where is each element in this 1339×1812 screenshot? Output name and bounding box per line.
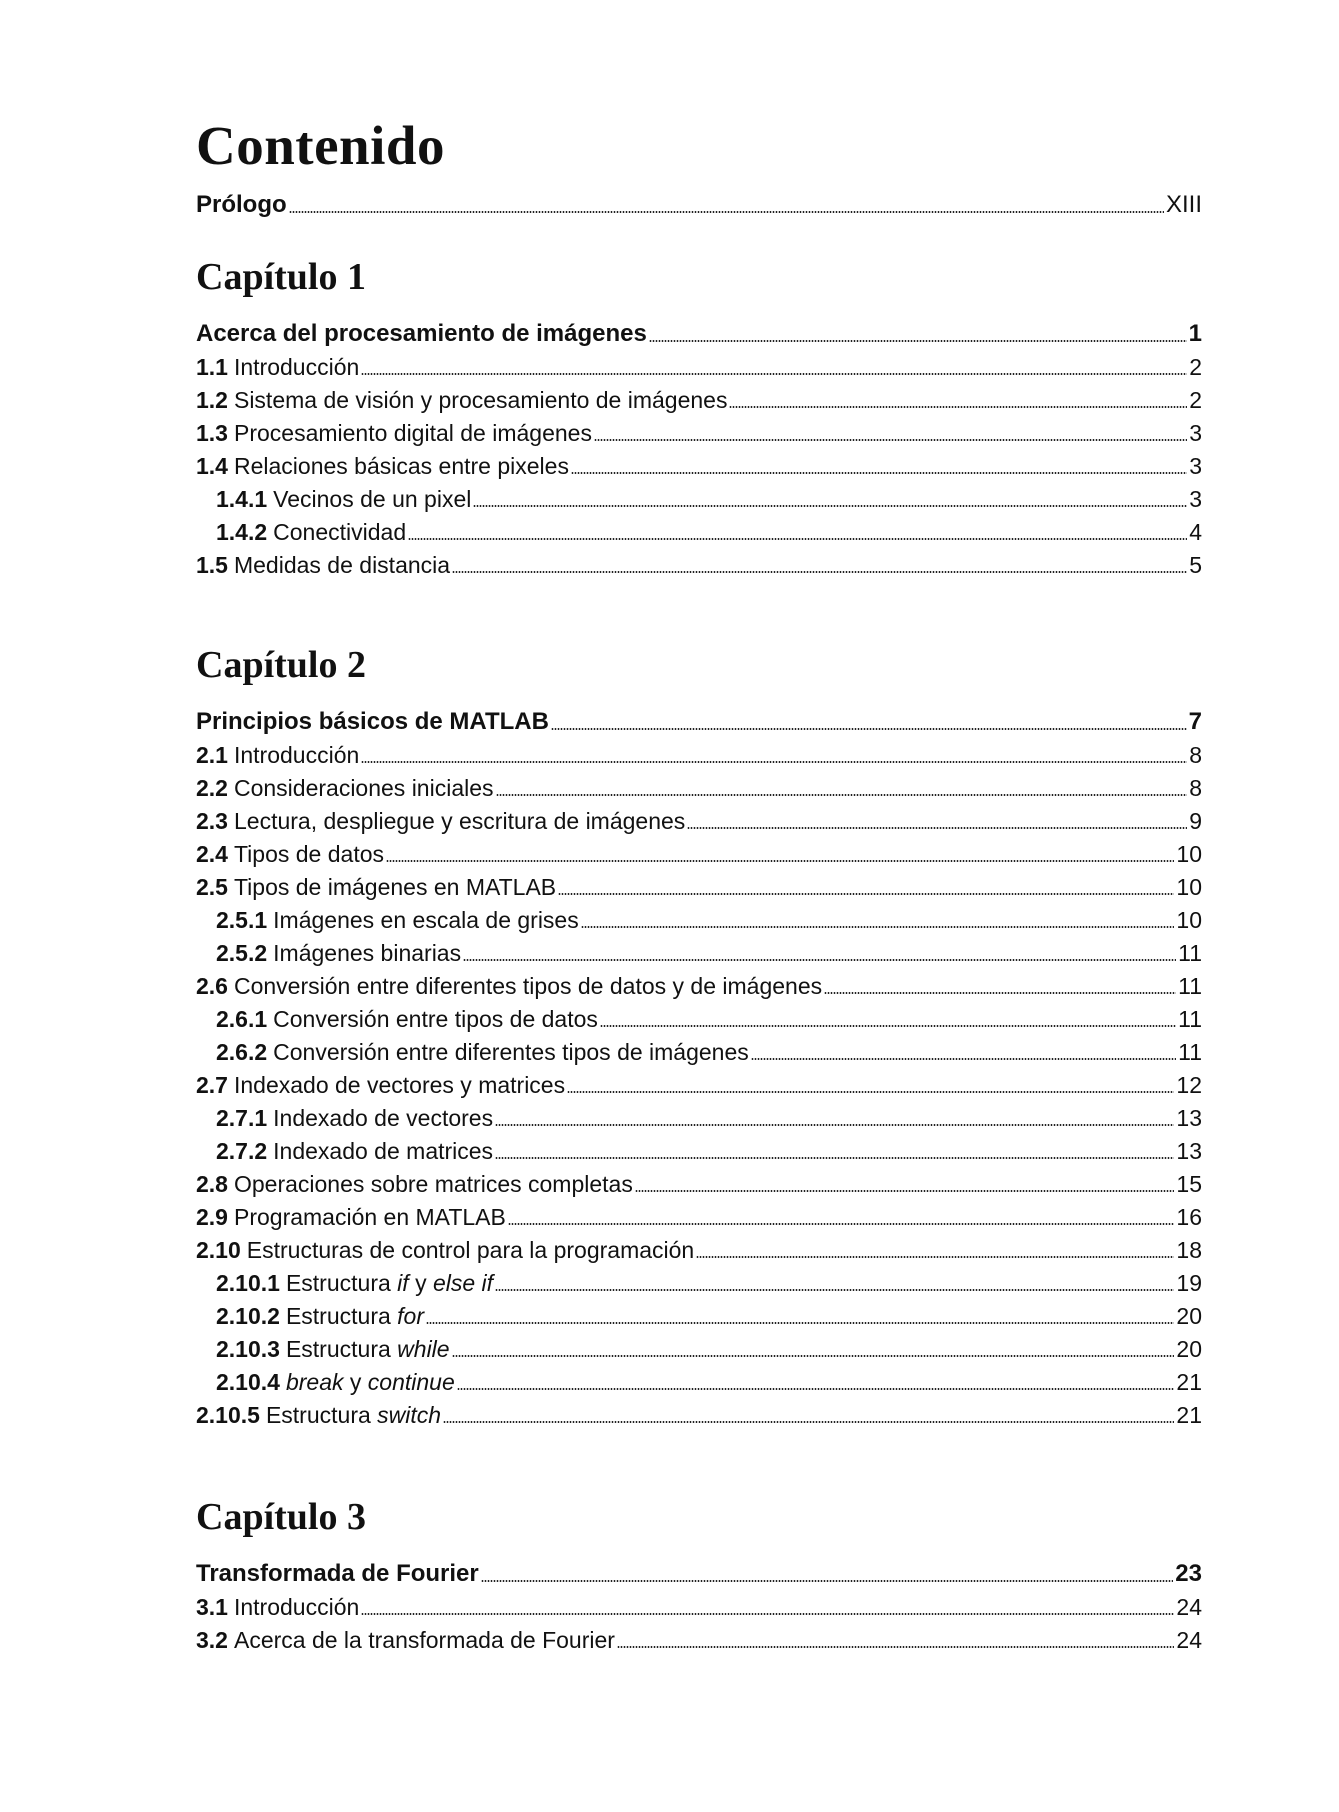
toc-entry-page: 3 bbox=[1189, 486, 1202, 512]
toc-entry-number: 2.1 bbox=[196, 742, 228, 768]
dot-leader bbox=[508, 1223, 1175, 1225]
dot-leader bbox=[649, 340, 1187, 342]
toc-entry[interactable] bbox=[196, 870, 1202, 904]
toc-entry-text bbox=[234, 837, 384, 871]
toc-entry[interactable] bbox=[196, 383, 1202, 417]
toc-entry[interactable] bbox=[196, 771, 1202, 805]
toc-entry-text bbox=[234, 1167, 633, 1201]
toc-entry-text bbox=[286, 1266, 493, 1300]
toc-entry[interactable] bbox=[196, 416, 1202, 450]
toc-entry-number: 1.1 bbox=[196, 354, 228, 380]
toc-entry-text bbox=[273, 1134, 493, 1168]
toc-entry-label: Conversión entre tipos de datos bbox=[273, 1006, 598, 1032]
toc-entry-label: Programación en MATLAB bbox=[233, 1204, 506, 1230]
toc-entry-number: 2.6.1 bbox=[216, 1006, 268, 1032]
toc-entry[interactable] bbox=[196, 804, 1202, 838]
toc-entry[interactable] bbox=[216, 1299, 1202, 1333]
toc-entry-page: 11 bbox=[1178, 1039, 1202, 1065]
dot-leader bbox=[408, 538, 1187, 540]
toc-entry-text bbox=[234, 383, 727, 417]
toc-entry[interactable] bbox=[216, 1134, 1202, 1168]
dot-leader bbox=[426, 1322, 1174, 1324]
toc-entry-page: 20 bbox=[1176, 1303, 1202, 1329]
toc-entry-page: 11 bbox=[1178, 973, 1202, 999]
toc-chapter-title[interactable] bbox=[196, 1557, 1202, 1591]
dot-leader bbox=[495, 1289, 1174, 1291]
toc-entry-number: 1.3 bbox=[196, 420, 228, 446]
dot-leader bbox=[481, 1580, 1174, 1582]
toc-entry-label: Indexado de vectores y matrices bbox=[233, 1072, 566, 1098]
toc-entry-label: Indexado de matrices bbox=[273, 1138, 494, 1164]
toc-entry[interactable] bbox=[216, 1002, 1202, 1036]
toc-entry-text bbox=[273, 1002, 598, 1036]
toc-entry-label: Consideraciones iniciales bbox=[233, 775, 494, 801]
toc-entry-text bbox=[273, 515, 406, 549]
toc-entry-page: 21 bbox=[1176, 1402, 1202, 1428]
toc-entry-text bbox=[196, 705, 549, 739]
toc-entry-label: Imágenes en escala de grises bbox=[273, 907, 579, 933]
toc-entry-page: 2 bbox=[1189, 387, 1202, 413]
dot-leader bbox=[551, 728, 1187, 730]
page-title: Contenido bbox=[196, 115, 445, 176]
toc-entry-page: 21 bbox=[1176, 1369, 1202, 1395]
toc-entry-label: Conectividad bbox=[273, 519, 407, 545]
toc-entry-label: Relaciones básicas entre pixeles bbox=[233, 453, 569, 479]
toc-entry-text bbox=[234, 771, 494, 805]
toc-entry-label: Introducción bbox=[233, 354, 360, 380]
toc-entry-number: 1.4.1 bbox=[216, 486, 268, 512]
toc-entry-label: Conversión entre diferentes tipos de imágenes bbox=[273, 1039, 749, 1065]
toc-entry-page: 18 bbox=[1176, 1237, 1202, 1263]
toc-entry-text bbox=[234, 870, 556, 904]
toc-entry-number: 2.10.2 bbox=[216, 1303, 280, 1329]
toc-entry-page: 20 bbox=[1176, 1336, 1202, 1362]
toc-entry-prologue[interactable] bbox=[196, 188, 1202, 222]
toc-entry-page: 16 bbox=[1176, 1204, 1202, 1230]
toc-entry-label: Estructuras de control para la programación bbox=[246, 1237, 695, 1263]
toc-entry-label: Estructura bbox=[265, 1402, 371, 1428]
toc-entry-label: Conversión entre diferentes tipos de datos y de imágenes bbox=[233, 973, 823, 999]
toc-entry[interactable] bbox=[196, 738, 1202, 772]
toc-entry-page: 10 bbox=[1176, 874, 1202, 900]
toc-entry-text bbox=[234, 969, 822, 1003]
dot-leader bbox=[729, 406, 1187, 408]
toc-entry-page: 13 bbox=[1176, 1105, 1202, 1131]
toc-entry-text bbox=[273, 1035, 749, 1069]
dot-leader bbox=[558, 893, 1174, 895]
toc-entry-text bbox=[234, 738, 359, 772]
dot-leader bbox=[457, 1388, 1175, 1390]
chapter-heading: Capítulo 1 bbox=[196, 256, 366, 298]
dot-leader bbox=[463, 959, 1176, 961]
toc-entry[interactable] bbox=[196, 837, 1202, 871]
toc-entry-text bbox=[234, 449, 569, 483]
dot-leader bbox=[443, 1421, 1174, 1423]
toc-entry-page: 5 bbox=[1189, 552, 1202, 578]
toc-entry-text bbox=[234, 548, 450, 582]
toc-entry[interactable] bbox=[196, 1200, 1202, 1234]
toc-entry-keyword: if bbox=[397, 1270, 409, 1296]
toc-entry-page: 24 bbox=[1176, 1594, 1202, 1620]
toc-entry-label: Tipos de datos bbox=[233, 841, 385, 867]
toc-entry-text bbox=[234, 1590, 359, 1624]
toc-entry-number: 2.2 bbox=[196, 775, 228, 801]
toc-entry-number: 2.7 bbox=[196, 1072, 228, 1098]
toc-entry-page: 15 bbox=[1176, 1171, 1202, 1197]
toc-entry[interactable] bbox=[196, 350, 1202, 384]
toc-entry[interactable] bbox=[216, 1266, 1202, 1300]
toc-entry-text bbox=[234, 1623, 615, 1657]
toc-entry-keyword: else if bbox=[432, 1270, 494, 1296]
toc-entry-text bbox=[273, 482, 471, 516]
toc-entry-page: 24 bbox=[1176, 1627, 1202, 1653]
chapter-heading: Capítulo 2 bbox=[196, 644, 366, 686]
toc-entry-label: Procesamiento digital de imágenes bbox=[233, 420, 592, 446]
toc-entry[interactable] bbox=[196, 969, 1202, 1003]
toc-entry-page: 4 bbox=[1189, 519, 1202, 545]
toc-entry-text bbox=[273, 903, 579, 937]
toc-entry-page: 19 bbox=[1176, 1270, 1202, 1296]
toc-entry-number: 2.10.4 bbox=[216, 1369, 280, 1395]
toc-entry[interactable] bbox=[216, 515, 1202, 549]
toc-entry-number: 1.5 bbox=[196, 552, 228, 578]
toc-entry-connector: y bbox=[415, 1270, 427, 1296]
toc-entry-keyword: while bbox=[397, 1336, 450, 1362]
toc-entry-text: Prólogo bbox=[196, 191, 287, 218]
dot-leader bbox=[571, 472, 1187, 474]
dot-leader bbox=[600, 1025, 1176, 1027]
toc-entry[interactable] bbox=[196, 1398, 1202, 1432]
toc-entry-connector: y bbox=[349, 1369, 362, 1395]
toc-entry-page: 11 bbox=[1178, 940, 1202, 966]
toc-entry[interactable] bbox=[216, 936, 1202, 970]
toc-entry-label: Estructura bbox=[285, 1336, 391, 1362]
toc-entry-number: 3.2 bbox=[196, 1627, 228, 1653]
toc-entry-text bbox=[286, 1332, 450, 1366]
toc-entry-number: 1.4 bbox=[196, 453, 228, 479]
toc-entry-text bbox=[234, 1068, 565, 1102]
toc-entry[interactable] bbox=[216, 1365, 1202, 1399]
toc-entry-text bbox=[196, 317, 647, 351]
toc-entry-text bbox=[273, 1101, 493, 1135]
toc-entry-number: 2.9 bbox=[196, 1204, 228, 1230]
dot-leader bbox=[824, 992, 1176, 994]
toc-entry-page: 3 bbox=[1189, 420, 1202, 446]
toc-entry-page: 8 bbox=[1189, 775, 1202, 801]
toc-entry-page: 13 bbox=[1176, 1138, 1202, 1164]
dot-leader bbox=[473, 505, 1187, 507]
toc-entry-page: 8 bbox=[1189, 742, 1202, 768]
toc-entry-number: 2.10.5 bbox=[196, 1402, 260, 1428]
toc-chapter-title[interactable] bbox=[196, 705, 1202, 739]
toc-entry[interactable] bbox=[196, 449, 1202, 483]
toc-entry[interactable] bbox=[216, 482, 1202, 516]
toc-entry-label: Introducción bbox=[233, 1594, 360, 1620]
toc-entry-text bbox=[196, 1557, 479, 1591]
toc-entry-text bbox=[273, 936, 461, 970]
dot-leader bbox=[495, 1157, 1174, 1159]
toc-entry[interactable] bbox=[216, 1035, 1202, 1069]
toc-entry-text bbox=[266, 1398, 441, 1432]
dot-leader bbox=[751, 1058, 1176, 1060]
toc-entry[interactable] bbox=[196, 1068, 1202, 1102]
toc-entry-page: 9 bbox=[1189, 808, 1202, 834]
toc-entry-text bbox=[247, 1233, 694, 1267]
toc-entry-number: 3.1 bbox=[196, 1594, 228, 1620]
dot-leader bbox=[452, 571, 1187, 573]
toc-entry-number: 2.5.2 bbox=[216, 940, 268, 966]
toc-entry-label: Estructura bbox=[285, 1303, 391, 1329]
toc-entry-text bbox=[234, 804, 685, 838]
toc-entry-label: Estructura bbox=[285, 1270, 391, 1296]
toc-entry-number: 2.5 bbox=[196, 874, 228, 900]
toc-entry-text bbox=[286, 1365, 455, 1399]
dot-leader bbox=[361, 761, 1187, 763]
dot-leader bbox=[386, 860, 1174, 862]
dot-leader bbox=[687, 827, 1187, 829]
toc-entry-text bbox=[234, 350, 359, 384]
dot-leader bbox=[696, 1256, 1174, 1258]
toc-entry-number: 2.8 bbox=[196, 1171, 228, 1197]
dot-leader bbox=[361, 373, 1187, 375]
toc-entry-number: 2.10.1 bbox=[216, 1270, 280, 1296]
dot-leader bbox=[617, 1646, 1174, 1648]
toc-entry-number: 2.7.1 bbox=[216, 1105, 268, 1131]
toc-entry-keyword: for bbox=[397, 1303, 425, 1329]
dot-leader bbox=[496, 794, 1188, 796]
toc-entry[interactable] bbox=[196, 1167, 1202, 1201]
toc-entry-label: Tipos de imágenes en MATLAB bbox=[233, 874, 557, 900]
toc-entry-label: Vecinos de un pixel bbox=[273, 486, 472, 512]
toc-entry-page: 2 bbox=[1189, 354, 1202, 380]
toc-entry-number: 2.7.2 bbox=[216, 1138, 268, 1164]
toc-entry[interactable] bbox=[196, 1590, 1202, 1624]
dot-leader bbox=[452, 1355, 1175, 1357]
toc-entry-page: 23 bbox=[1175, 1560, 1202, 1587]
toc-entry-text bbox=[286, 1299, 424, 1333]
toc-entry-page: 11 bbox=[1178, 1006, 1202, 1032]
toc-entry-label: Transformada de Fourier bbox=[196, 1560, 479, 1587]
toc-entry-label: Principios básicos de MATLAB bbox=[196, 708, 549, 735]
toc-entry-label: Acerca del procesamiento de imágenes bbox=[196, 320, 647, 347]
dot-leader bbox=[635, 1190, 1175, 1192]
dot-leader bbox=[289, 211, 1164, 213]
toc-entry[interactable] bbox=[196, 548, 1202, 582]
toc-entry-number: 2.6.2 bbox=[216, 1039, 268, 1065]
toc-entry-page: 10 bbox=[1176, 841, 1202, 867]
toc-entry-label: Medidas de distancia bbox=[233, 552, 451, 578]
toc-entry-page: 1 bbox=[1188, 320, 1202, 347]
dot-leader bbox=[361, 1613, 1174, 1615]
toc-entry-label: Operaciones sobre matrices completas bbox=[233, 1171, 633, 1197]
toc-entry-number: 2.10 bbox=[196, 1237, 241, 1263]
toc-entry-page: 10 bbox=[1176, 907, 1202, 933]
toc-entry[interactable] bbox=[216, 1101, 1202, 1135]
dot-leader bbox=[594, 439, 1187, 441]
toc-entry-label: Sistema de visión y procesamiento de imágenes bbox=[233, 387, 728, 413]
toc-entry-page: 7 bbox=[1188, 708, 1202, 735]
toc-entry-keyword: continue bbox=[367, 1369, 455, 1395]
toc-entry-keyword: switch bbox=[377, 1402, 442, 1428]
toc-entry-number: 1.2 bbox=[196, 387, 228, 413]
toc-entry-label: Lectura, despliegue y escritura de imágenes bbox=[233, 808, 686, 834]
toc-entry-number: 2.5.1 bbox=[216, 907, 268, 933]
toc-chapter-title[interactable] bbox=[196, 317, 1202, 351]
toc-entry-text bbox=[234, 1200, 506, 1234]
toc-entry-number: 2.4 bbox=[196, 841, 228, 867]
toc-entry-label: Acerca de la transformada de Fourier bbox=[233, 1627, 615, 1653]
toc-entry-page: 12 bbox=[1176, 1072, 1202, 1098]
toc-entry-text bbox=[234, 416, 592, 450]
toc-entry-number: 2.6 bbox=[196, 973, 228, 999]
toc-entry-page: XIII bbox=[1165, 191, 1202, 218]
toc-entry-number: 2.10.3 bbox=[216, 1336, 280, 1362]
toc-entry-number: 2.3 bbox=[196, 808, 228, 834]
dot-leader bbox=[567, 1091, 1174, 1093]
dot-leader bbox=[495, 1124, 1174, 1126]
toc-entry-label: Indexado de vectores bbox=[273, 1105, 494, 1131]
toc-entry-label: Imágenes binarias bbox=[273, 940, 462, 966]
toc-entry-page: 3 bbox=[1189, 453, 1202, 479]
chapter-heading: Capítulo 3 bbox=[196, 1496, 366, 1538]
toc-entry[interactable] bbox=[216, 903, 1202, 937]
toc-entry-label: Introducción bbox=[233, 742, 360, 768]
toc-entry-keyword: break bbox=[285, 1369, 344, 1395]
toc-entry-number: 1.4.2 bbox=[216, 519, 268, 545]
dot-leader bbox=[581, 926, 1175, 928]
toc-entry[interactable] bbox=[216, 1332, 1202, 1366]
toc-entry[interactable] bbox=[196, 1233, 1202, 1267]
toc-entry[interactable] bbox=[196, 1623, 1202, 1657]
